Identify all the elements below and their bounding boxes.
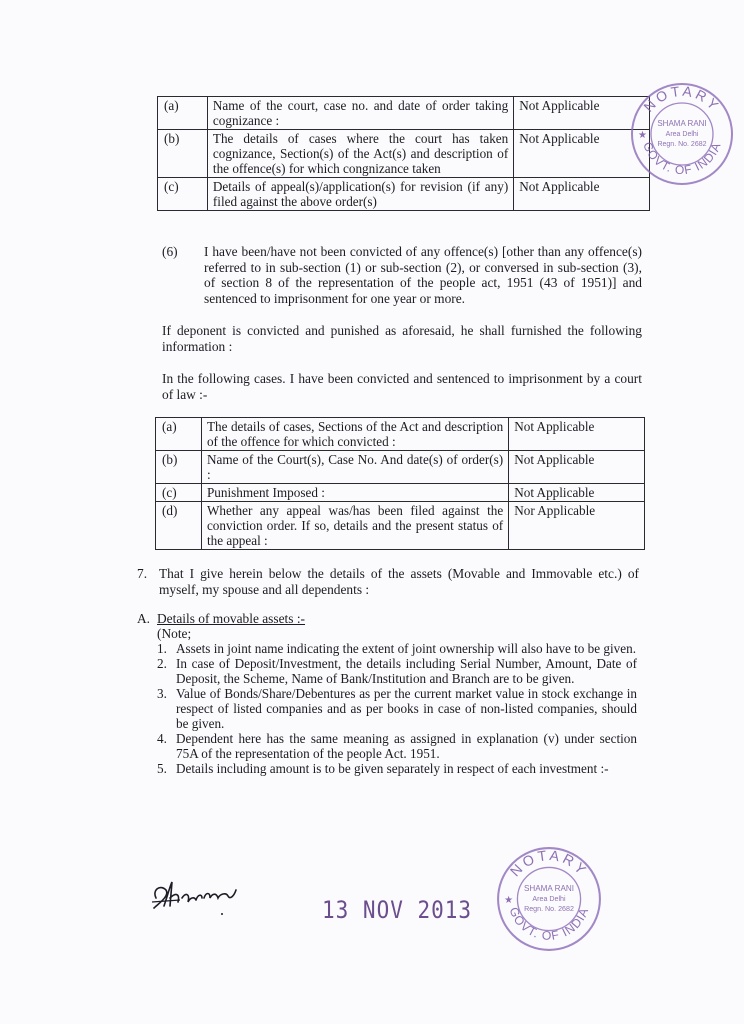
table-row xyxy=(156,418,645,451)
row-value: Not Applicable xyxy=(509,451,645,484)
stamp-top-text: NOTARY xyxy=(507,847,591,881)
row-label: (c) xyxy=(156,484,202,502)
table-row xyxy=(156,451,645,484)
row-value: Not Applicable xyxy=(509,484,645,502)
cases-paragraph: In the following cases. I have been convicted and sentenced to imprisonment by a court of law :- xyxy=(162,371,642,402)
row-description: The details of cases where the court has taken cognizance, Section(s) of the Act(s) and description of the offence(s) for which congnizance taken xyxy=(207,130,513,178)
notary-stamp-bottom xyxy=(494,844,604,954)
row-value: Not Applicable xyxy=(514,130,650,178)
stamp-regn: Regn. No. 2682 xyxy=(524,905,574,914)
note-number: 4. xyxy=(157,731,167,746)
star-icon: ★ xyxy=(638,130,647,141)
note-text: Dependent here has the same meaning as assigned in explanation (v) under section 75A of the representation of the people Act. 1951. xyxy=(176,731,637,761)
table-row xyxy=(158,130,650,178)
note-text: Value of Bonds/Share/Debentures as per the current market value in stock exchange in respect of listed companies and as per books in case of non-listed companies, should be given. xyxy=(176,686,637,731)
stamp-name: SHAMA RANI xyxy=(657,119,707,128)
stamp-area: Area Delhi xyxy=(532,895,566,904)
section-a-letter: A. xyxy=(137,611,151,626)
list-item xyxy=(157,641,637,656)
note-number: 1. xyxy=(157,641,167,656)
row-label: (b) xyxy=(158,130,208,178)
deponent-paragraph: If deponent is convicted and punished as aforesaid, he shall furnished the following information : xyxy=(162,323,642,354)
row-description: Name of the Court(s), Case No. And date(s) of order(s) : xyxy=(201,451,508,484)
date-stamp: 13 NOV 2013 xyxy=(322,896,473,924)
stamp-regn: Regn. No. 2682 xyxy=(657,141,707,148)
note-number: 3. xyxy=(157,686,167,701)
stamp-top-text: NOTARY xyxy=(640,82,724,115)
para6-text: I have been/have not been convicted of any offence(s) [other than any offence(s) referred to in sub-section (1) or sub-section (2), or conversed in sub-section (3), of section 8 of the representation of the people act, 1951 (43 of 1951)] and sentenced to imprisonment for one year or more. xyxy=(204,244,642,306)
notes-list xyxy=(157,641,637,776)
list-item xyxy=(157,656,637,686)
row-description: The details of cases, Sections of the Act and description of the offence for which convicted : xyxy=(201,418,508,451)
table-row xyxy=(158,178,650,211)
para7-text: That I give herein below the details of the assets (Movable and Immovable etc.) of myself, my spouse and all dependents : xyxy=(159,566,639,597)
row-description: Punishment Imposed : xyxy=(201,484,508,502)
row-description: Whether any appeal was/has been filed against the conviction order. If so, details and the present status of the appeal : xyxy=(201,502,508,550)
row-label: (b) xyxy=(156,451,202,484)
conviction-table xyxy=(155,417,645,550)
list-item xyxy=(157,761,637,776)
row-value: Not Applicable xyxy=(514,97,650,130)
row-label: (c) xyxy=(158,178,208,211)
row-label: (a) xyxy=(156,418,202,451)
star-icon: ★ xyxy=(504,895,514,907)
stamp-area: Area Delhi xyxy=(665,131,699,138)
row-value: Not Applicable xyxy=(514,178,650,211)
row-description: Name of the court, case no. and date of order taking cognizance : xyxy=(207,97,513,130)
note-label: (Note; xyxy=(157,626,192,641)
para7-number: 7. xyxy=(137,566,148,581)
table-row xyxy=(158,97,650,130)
table-row xyxy=(156,484,645,502)
row-label: (d) xyxy=(156,502,202,550)
notary-stamp-top xyxy=(628,80,736,188)
svg-text:NOTARY xyxy=(640,83,723,115)
table-row xyxy=(156,502,645,550)
row-label: (a) xyxy=(158,97,208,130)
cognizance-table xyxy=(157,96,650,211)
row-value: Nor Applicable xyxy=(509,502,645,550)
signature xyxy=(150,868,250,918)
stamp-name: SHAMA RANI xyxy=(523,883,575,893)
list-item xyxy=(157,731,637,761)
section-a-heading: Details of movable assets :- xyxy=(157,611,306,626)
svg-text:NOTARY xyxy=(507,848,590,880)
row-description: Details of appeal(s)/application(s) for revision (if any) filed against the above order(s) xyxy=(207,178,513,211)
stamp-bottom-text: GOVT. OF INDIA xyxy=(506,905,592,943)
stamp-bottom-text: GOVT. OF INDIA xyxy=(640,139,724,178)
note-text: Assets in joint name indicating the extent of joint ownership will also have to be given. xyxy=(176,641,637,656)
list-item xyxy=(157,686,637,731)
note-number: 2. xyxy=(157,656,167,671)
row-value: Not Applicable xyxy=(509,418,645,451)
note-text: Details including amount is to be given separately in respect of each investment :- xyxy=(176,761,609,776)
note-number: 5. xyxy=(157,761,167,776)
para6-number: (6) xyxy=(162,244,178,259)
note-text: In case of Deposit/Investment, the details including Serial Number, Amount, Date of Deposit, the Scheme, Name of Bank/Institution and Branch are to be given. xyxy=(176,656,637,686)
